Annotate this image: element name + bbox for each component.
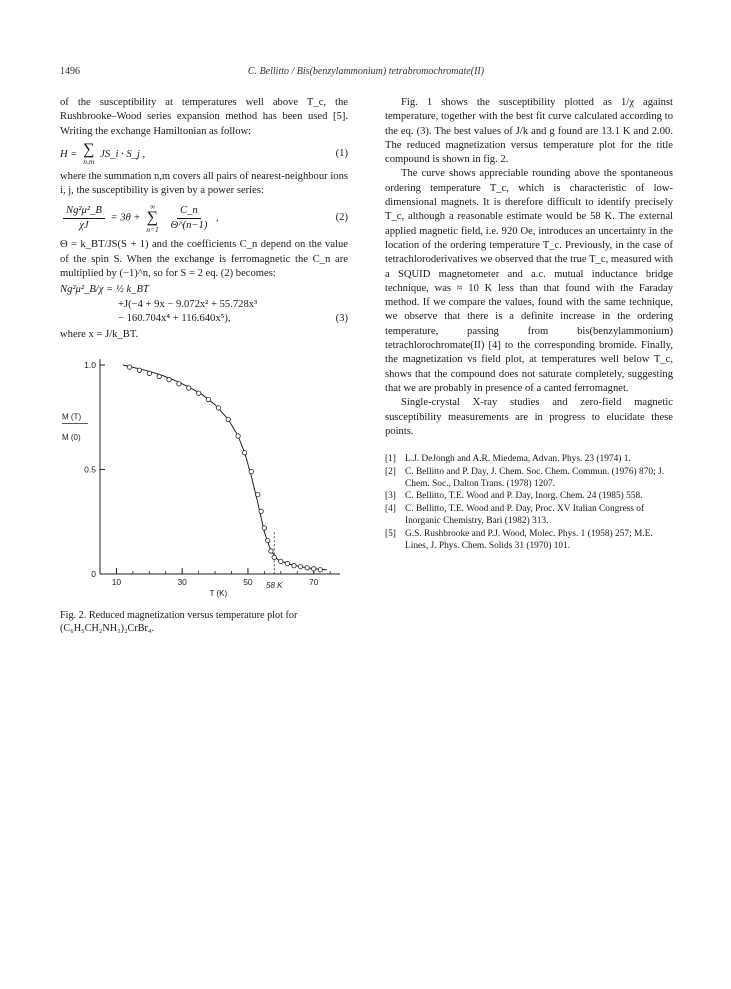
data-point — [157, 374, 161, 378]
tc-annotation: 58 K — [266, 580, 283, 590]
sum-symbol: ∞ ∑ n=1 — [146, 202, 159, 235]
equation-number: (1) — [335, 148, 348, 160]
sum-symbol: ∑ n,m — [83, 140, 95, 166]
data-point — [256, 492, 260, 496]
eq1-lhs: H = — [60, 148, 81, 160]
data-point — [259, 509, 263, 513]
fit-curve — [123, 365, 327, 570]
frac-numerator: Ng²μ²_B — [63, 204, 105, 219]
data-point — [236, 433, 240, 437]
running-header — [60, 66, 672, 77]
reference-key: [4] — [385, 503, 396, 514]
y-tick-label: 1.0 — [84, 359, 96, 370]
data-point — [177, 381, 181, 385]
equation-2 — [60, 202, 348, 234]
reference-text: G.S. Rushbrooke and P.J. Wood, Molec. Phys. 1 (1958) 257; M.E. Lines, J. Phys. Chem. Solids 31 (1970) 101. — [405, 528, 653, 551]
reference-item — [385, 453, 673, 465]
reference-key: [2] — [385, 466, 396, 477]
reference-text: C. Bellitto, T.E. Wood and P. Day, Inorg. Chem. 24 (1985) 558. — [405, 491, 643, 502]
x-tick-label: 10 — [111, 576, 122, 587]
data-point — [206, 397, 210, 401]
eq3-line3: − 160.704x⁴ + 116.640x⁵), — [118, 312, 231, 324]
page-number: 1496 — [60, 66, 80, 77]
paragraph: Single-crystal X-ray studies and zero-field magnetic susceptibility measurements are in progress to elucidate these points. — [385, 397, 673, 437]
data-point — [265, 538, 269, 542]
paragraph: where the summation n,m covers all pairs of nearest-neighbour ions i, j, the susceptibility is given by a power series: — [60, 170, 348, 197]
eq1-sum-sub: n,m — [83, 156, 95, 166]
fraction — [63, 204, 105, 234]
y-axis-label-bottom: M (0) — [62, 432, 81, 442]
data-point — [147, 371, 151, 375]
reference-item — [385, 528, 673, 553]
data-point — [127, 364, 131, 368]
running-title: C. Bellitto / Bis(benzylammonium) tetrabromochromate(II) — [247, 66, 485, 77]
paragraph: Θ = k_BT/JS(S + 1) and the coefficients C_n depend on the value of the spin S. When the exchange is ferromagnetic the C_n are multiplied by (−1)^n, so for S = 2 eq. (2) becomes: — [60, 239, 348, 280]
data-point — [196, 391, 200, 395]
data-point — [167, 377, 171, 381]
y-tick-label: 0.5 — [84, 464, 96, 475]
data-point — [187, 385, 191, 389]
paragraph: The curve shows appreciable rounding above the spontaneous ordering temperature T_c, which is characteristic of low-dimensional magnets. It is therefore difficult to identify precisely T_c, although a reasonable estimate would be 58 K. The external applied magnetic field, i.e. 920 Oe, introduces an uncertainty in the location of the ordering temperature T_c. Previously, in the case of tetrachloroderivatives we observed that the true T_c, measured with a SQUID magnetometer and a.c. mutual inductance bridge technique, was ≈ 10 K less than that found with the Faraday method. If we compare the values, found with the same technique, we observe that there is a definite increase in the ordering temperature, passing from bis(benzylammonium) tetrachlorochromate(II) [4] to the corresponding bromide. Finally, the magnetization vs field plot, at temperatures well below T_c, shows that the compound does not saturate completely, suggesting that we are probably in presence of a canted ferromagnet. — [385, 168, 673, 394]
reference-item — [385, 503, 673, 528]
reference-key: [1] — [385, 454, 396, 465]
reference-key: [3] — [385, 491, 396, 502]
reference-item — [385, 490, 673, 502]
data-point — [226, 417, 230, 421]
eq3-line2: +J(−4 + 9x − 9.072x² + 55.728x³ — [118, 298, 258, 310]
eq1-rhs: JS_i · S_j , — [100, 148, 146, 160]
magnetization-chart — [60, 349, 348, 609]
equation-1 — [60, 140, 348, 166]
paragraph: where x = J/k_BT. — [60, 329, 139, 341]
frac-numerator: C_n — [177, 204, 201, 219]
eq2-sum-sub: n=1 — [146, 225, 159, 235]
equation-number: (2) — [335, 212, 348, 224]
data-point — [242, 450, 246, 454]
data-point — [318, 567, 322, 571]
eq3-line1: Ng²μ²_B/χ = ½ k_BT — [60, 284, 149, 296]
figure-caption: Fig. 2. Reduced magnetization versus temperature plot for (C₆H₅CH₂NH₃)₂CrBr₄. — [60, 609, 298, 634]
paragraph: Fig. 1 shows the susceptibility plotted as 1/χ against temperature, together with the best fit curve calculated according to the eq. (3). The best values of J/k and g found are 13.1 K and 2.00. The reduced magnetization versus temperature plot for the title compound is shown in fig. 2. — [385, 97, 673, 166]
eq2-mid: = 3θ + — [110, 212, 144, 224]
data-point — [285, 561, 289, 565]
y-tick-label: 0 — [91, 568, 96, 579]
frac-denominator: χJ — [79, 219, 89, 231]
x-tick-label: 50 — [243, 576, 253, 587]
reference-text: L.J. DeJongh and A.R. Miedema, Advan. Phys. 23 (1974) 1. — [405, 454, 631, 465]
data-point — [249, 469, 253, 473]
reference-text: C. Bellitto, T.E. Wood and P. Day, Proc. XV Italian Congress of Inorganic Chemistry, Bari (1982) 313. — [405, 503, 645, 527]
fraction — [167, 204, 210, 234]
data-point — [262, 525, 266, 529]
data-point — [272, 555, 276, 559]
reference-text: C. Bellitto and P. Day, J. Chem. Soc. Chem. Commun. (1976) 870; J. Chem. Soc., Dalton Trans. (1978) 1207. — [405, 466, 665, 489]
reference-item — [385, 466, 673, 491]
eq2-sum-top: ∞ — [149, 202, 156, 212]
figure-2 — [60, 349, 348, 609]
data-point — [279, 559, 283, 563]
x-axis-label: T (K) — [209, 588, 228, 598]
data-point — [137, 368, 141, 372]
data-point — [311, 566, 315, 570]
y-axis-label-top: M (T) — [62, 411, 82, 421]
data-point — [216, 405, 220, 409]
data-point — [305, 565, 309, 569]
data-point — [298, 564, 302, 568]
frac-denominator: Θ^(n−1) — [170, 219, 208, 231]
x-tick-label: 30 — [177, 576, 187, 587]
reference-list — [385, 453, 673, 552]
left-column — [60, 96, 348, 635]
equation-3 — [60, 283, 348, 326]
paragraph: of the susceptibility at temperatures well above T_c, the Rushbrooke–Wood series expansion method has been used [5]. Writing the exchange Hamiltonian as follow: — [60, 97, 348, 137]
data-point — [292, 563, 296, 567]
data-point — [269, 548, 273, 552]
equation-number: (3) — [335, 312, 348, 324]
x-tick-label: 70 — [308, 576, 319, 587]
eq2-tail: , — [216, 212, 219, 224]
reference-key: [5] — [385, 528, 396, 539]
right-column — [385, 96, 673, 552]
